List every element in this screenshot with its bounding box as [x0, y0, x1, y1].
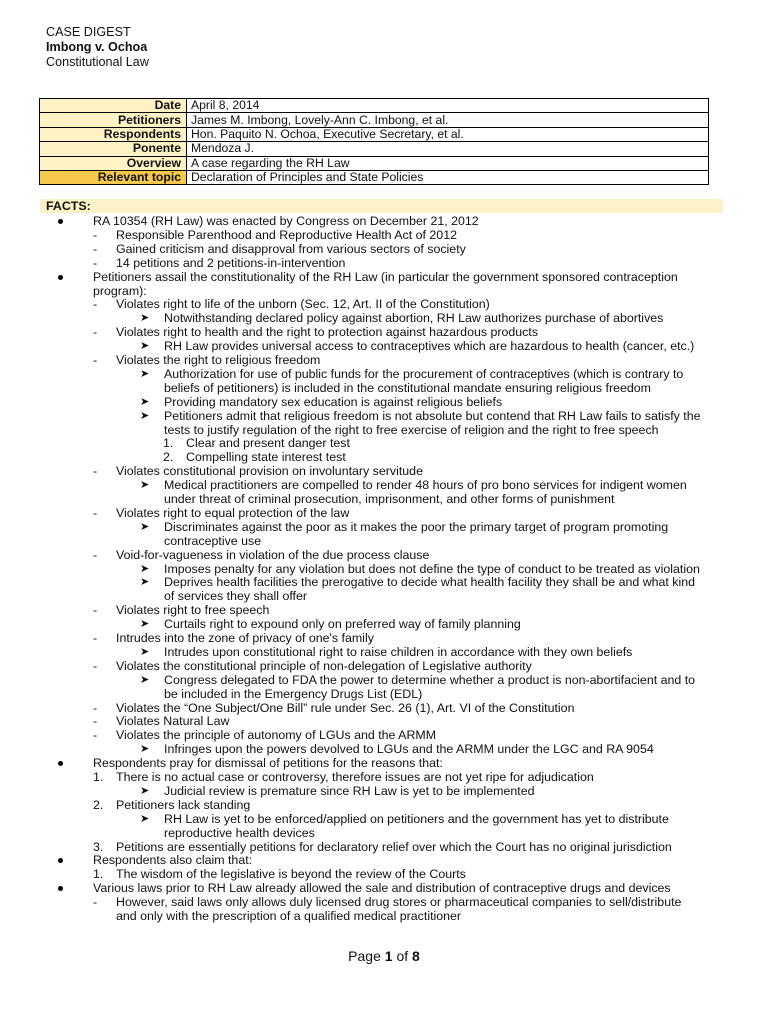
list-item-text: reproductive health devices: [164, 825, 315, 840]
list-item-text: Violates Natural Law: [116, 714, 230, 729]
bullet-dot: [58, 219, 63, 224]
list-item-text: 14 petitions and 2 petitions-in-intervention: [116, 255, 346, 270]
label-ponente: Ponente: [40, 142, 187, 156]
table-row-ponente: [40, 142, 709, 156]
list-item-text: RH Law provides universal access to contraceptives which are hazardous to health (cancer, etc.): [164, 339, 695, 354]
arrow-bullet-icon: ➤: [140, 409, 150, 422]
list-item-text: Petitioners lack standing: [116, 797, 251, 812]
list-marker: -: [93, 658, 98, 673]
facts-heading: FACTS:: [40, 199, 723, 213]
list-marker: -: [93, 603, 98, 618]
header-subject: Constitutional Law: [46, 55, 149, 69]
list-item-text: contraceptive use: [164, 533, 262, 548]
list-item-text: Violates the constitutional principle of non-delegation of Legislative authority: [116, 658, 532, 673]
list-item-text: program):: [93, 283, 147, 298]
list-item-text: However, said laws only allows duly licensed drug stores or pharmaceutical companies to sell/distribute: [116, 895, 682, 910]
list-item-text: Intrudes upon constitutional right to raise children in accordance with they own beliefs: [164, 644, 633, 659]
list-item-text: Responsible Parenthood and Reproductive Health Act of 2012: [116, 227, 457, 242]
list-item-text: Void-for-vagueness in violation of the due process clause: [116, 547, 430, 562]
list-item-text: Violates the “One Subject/One Bill” rule under Sec. 26 (1), Art. VI of the Constitution: [116, 700, 575, 715]
arrow-bullet-icon: ➤: [140, 312, 150, 325]
list-marker: -: [93, 631, 98, 645]
arrow-bullet-icon: ➤: [140, 576, 150, 589]
arrow-bullet-icon: ➤: [140, 340, 150, 353]
list-item-text: RH Law is yet to be enforced/applied on petitioners and the government has yet to distribute: [164, 811, 669, 826]
list-marker: 1.: [93, 770, 104, 784]
list-item-text: Respondents also claim that:: [93, 853, 253, 868]
list-marker: 2.: [93, 797, 104, 812]
list-item-text: Imposes penalty for any violation but does not define the type of conduct to be treated as violation: [164, 561, 700, 576]
list-item-text: Various laws prior to RH Law already allowed the sale and distribution of contraceptive drugs and devices: [93, 881, 671, 896]
list-item-text: Violates right to equal protection of the law: [116, 505, 350, 520]
arrow-bullet-icon: ➤: [140, 479, 150, 492]
value-ponente: Mendoza J.: [187, 142, 709, 156]
list-item-text: Gained criticism and disapproval from various sectors of society: [116, 241, 466, 256]
bullet-icon: [58, 881, 64, 895]
list-item-text: Violates the principle of autonomy of LGUs and the ARMM: [116, 728, 437, 743]
list-item-text: Medical practitioners are compelled to render 48 hours of pro bono services for indigent women: [164, 478, 687, 493]
list-marker: -: [93, 255, 98, 270]
value-respondents: Hon. Paquito N. Ochoa, Executive Secretary, et al.: [187, 127, 709, 141]
list-item-text: Violates right to health and the right to protection against hazardous products: [116, 325, 539, 340]
arrow-bullet-icon: ➤: [140, 743, 150, 756]
arrow-bullet-icon: ➤: [140, 784, 150, 797]
page-footer: [0, 948, 768, 964]
list-item-text: and only with the prescription of a qualified medical practitioner: [116, 909, 462, 923]
label-relevant-topic: Relevant topic: [40, 170, 187, 184]
table-row-overview: [40, 156, 709, 170]
list-item-text: Compelling state interest test: [186, 450, 346, 465]
arrow-bullet-icon: ➤: [140, 618, 150, 631]
label-date: Date: [40, 99, 187, 113]
label-respondents: Respondents: [40, 127, 187, 141]
list-marker: -: [93, 505, 98, 520]
list-item-text: Providing mandatory sex education is against religious beliefs: [164, 394, 503, 409]
header-doc-type: CASE DIGEST: [46, 25, 131, 39]
bullet-dot: [58, 886, 63, 891]
footer-of: of: [392, 948, 413, 964]
header-case-title: Imbong v. Ochoa: [46, 40, 148, 54]
list-item-text: Intrudes into the zone of privacy of one's family: [116, 631, 374, 645]
list-marker: -: [93, 325, 98, 340]
list-marker: 3.: [93, 839, 104, 854]
list-marker: -: [93, 728, 98, 743]
list-item-text: Congress delegated to FDA the power to determine whether a product is non-abortifacient and to: [164, 672, 696, 687]
list-marker: -: [93, 227, 98, 242]
list-item-text: Violates the right to religious freedom: [116, 353, 321, 367]
arrow-bullet-icon: ➤: [140, 367, 150, 380]
value-overview: A case regarding the RH Law: [187, 156, 709, 170]
list-item-text: Curtails right to expound only on preferred way of family planning: [164, 617, 521, 632]
list-marker: -: [93, 895, 98, 910]
list-item-text: Petitions are essentially petitions for declaratory relief over which the Court has no original jurisdiction: [116, 839, 672, 854]
value-petitioners: James M. Imbong, Lovely-Ann C. Imbong, et al.: [187, 113, 709, 127]
bullet-dot: [58, 275, 63, 280]
list-item-text: The wisdom of the legislative is beyond the review of the Courts: [116, 867, 466, 882]
footer-page-total: 8: [412, 948, 420, 964]
list-item-text: Petitioners admit that religious freedom is not absolute but contend that RH Law fails to satisfy the: [164, 408, 701, 423]
list-marker: 1.: [93, 867, 104, 882]
footer-prefix: Page: [348, 948, 385, 964]
list-item-text: Clear and present danger test: [186, 436, 350, 451]
list-item-text: Violates constitutional provision on involuntary servitude: [116, 464, 423, 479]
list-marker: -: [93, 547, 98, 562]
list-item-text: Infringes upon the powers devolved to LGUs and the ARMM under the LGC and RA 9054: [164, 742, 654, 757]
document-header: [46, 25, 149, 70]
list-item-text: Petitioners assail the constitutionality of the RH Law (in particular the government sponsored contraception: [93, 269, 678, 284]
bullet-dot: [58, 858, 63, 863]
list-item-text: be included in the Emergency Drugs List (EDL): [164, 686, 423, 701]
value-date: April 8, 2014: [187, 99, 709, 113]
value-relevant-topic: Declaration of Principles and State Policies: [187, 170, 709, 184]
arrow-bullet-icon: ➤: [140, 673, 150, 686]
list-marker: -: [93, 241, 98, 256]
list-item-text: of services they shall offer: [164, 589, 308, 604]
list-marker: 2.: [163, 450, 174, 465]
list-item-text: Deprives health facilities the prerogative to decide what health facility they shall be and what kind: [164, 575, 696, 590]
list-item-text: Violates right to free speech: [116, 603, 270, 618]
table-row-respondents: [40, 127, 709, 141]
label-overview: Overview: [40, 156, 187, 170]
list-item-text: Violates right to life of the unborn (Sec. 12, Art. II of the Constitution): [116, 297, 490, 312]
table-row-date: [40, 99, 709, 113]
table-row-relevant-topic: [40, 170, 709, 184]
list-item-text: Judicial review is premature since RH Law is yet to be implemented: [164, 783, 535, 798]
table-row-petitioners: [40, 113, 709, 127]
label-petitioners: Petitioners: [40, 113, 187, 127]
list-item-text: There is no actual case or controversy, therefore issues are not yet ripe for adjudication: [116, 770, 594, 784]
list-item-text: Authorization for use of public funds for the procurement of contraceptives (which is contrary to: [164, 366, 684, 381]
list-item-text: beliefs of petitioners) is included in the constitutional mandate ensuring religious freedom: [164, 380, 651, 395]
list-item-text: under threat of criminal prosecution, imprisonment, and other forms of punishment: [164, 492, 615, 506]
bullet-dot: [58, 761, 63, 766]
list-marker: -: [93, 700, 98, 715]
list-marker: 1.: [163, 436, 174, 451]
list-item-text: Notwithstanding declared policy against abortion, RH Law authorizes purchase of abortives: [164, 311, 664, 326]
arrow-bullet-icon: ➤: [140, 520, 150, 533]
arrow-bullet-icon: ➤: [140, 645, 150, 658]
list-item-text: Discriminates against the poor as it makes the poor the primary target of program promoting: [164, 519, 669, 534]
arrow-bullet-icon: ➤: [140, 395, 150, 408]
list-marker: -: [93, 353, 98, 367]
list-marker: -: [93, 714, 98, 729]
bullet-icon: [58, 853, 64, 867]
list-marker: -: [93, 297, 98, 312]
case-info-table: [39, 98, 709, 185]
bullet-icon: [58, 214, 64, 228]
list-item-text: Respondents pray for dismissal of petitions for the reasons that:: [93, 756, 443, 771]
list-item-text: tests to justify regulation of the right to free exercise of religion and the right to free speech: [164, 422, 659, 437]
bullet-icon: [58, 270, 64, 284]
list-marker: -: [93, 464, 98, 479]
arrow-bullet-icon: ➤: [140, 562, 150, 575]
footer-page-number: 1: [384, 948, 393, 964]
bullet-icon: [58, 756, 64, 770]
list-item-text: RA 10354 (RH Law) was enacted by Congress on December 21, 2012: [93, 214, 479, 228]
arrow-bullet-icon: ➤: [140, 812, 150, 825]
